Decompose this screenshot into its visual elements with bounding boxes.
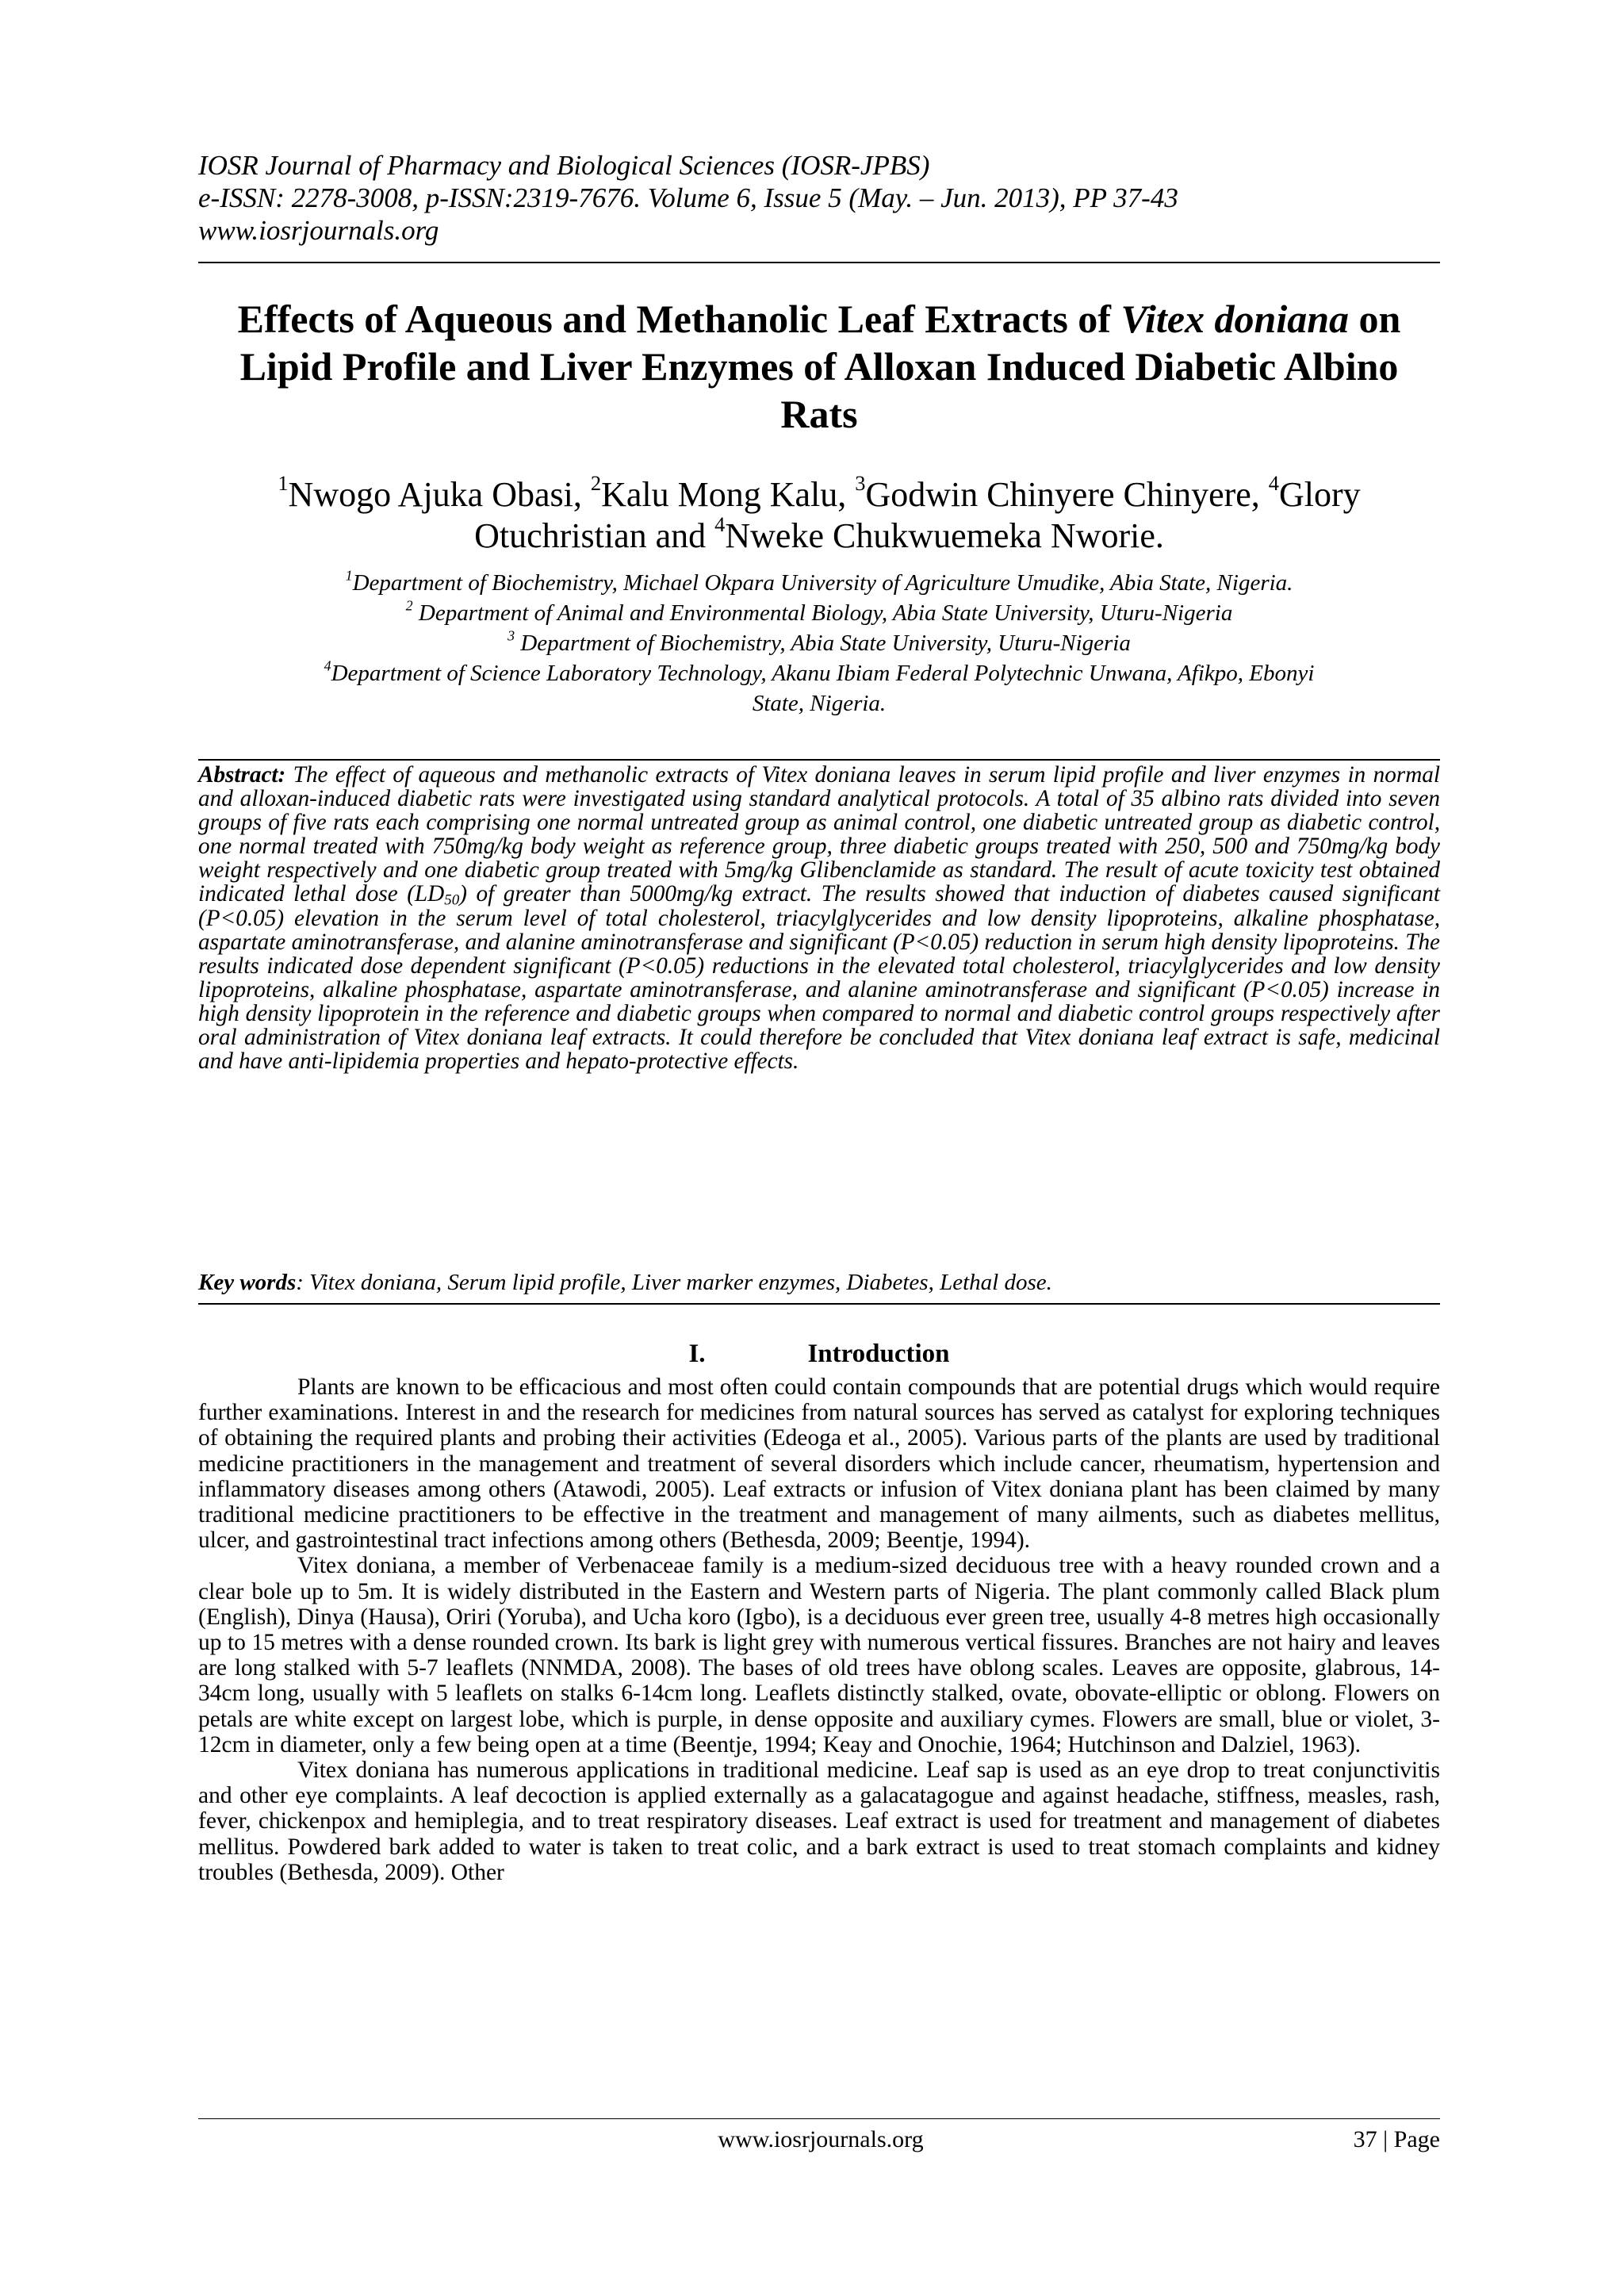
journal-website: www.iosrjournals.org [198, 215, 439, 246]
paper-title [198, 295, 1440, 438]
abstract-top-rule [198, 759, 1440, 761]
section-heading [198, 1339, 1440, 1369]
affiliation-text: Department of Science Laboratory Technology, Akanu Ibiam Federal Polytechnic Unwana, Afikpo, Ebonyi [331, 661, 1315, 686]
affiliation-sup: 4 [324, 657, 331, 674]
footer-website: www.iosrjournals.org [718, 2126, 924, 2152]
title-part-2: on Lipid Profile and Liver Enzymes of Alloxan Induced Diabetic Albino Rats [239, 297, 1401, 436]
paragraph: Vitex doniana, a member of Verbenaceae family is a medium-sized deciduous tree with a heavy rounded crown and a clear bole up to 5m. It is widely distributed in the Eastern and Western parts of Nigeria. The plant commonly called Black plum (English), Dinya (Hausa), Oriri (Yoruba), and Ucha koro (Igbo), is a deciduous ever green tree, usually 4-8 metres high occasionally up to 15 metres with a dense rounded crown. Its bark is light grey with numerous vertical fissures. Branches are not hairy and leaves are long stalked with 5-7 leaflets (NNMDA, 2008). The bases of old trees have oblong scales. Leaves are opposite, glabrous, 14-34cm long, usually with 5 leaflets on stalks 6-14cm long. Leaflets distinctly stalked, ovate, obovate-elliptic or oblong. Flowers on petals are white except on largest lobe, which is purple, in dense opposite and auxiliary cymes. Flowers are small, blue or violet, 3-12cm in diameter, only a few being open at a time (Beentje, 1994; Keay and Onochie, 1964; Hutchinson and Dalziel, 1963). [198, 1553, 1440, 1757]
abstract [198, 763, 1440, 1073]
affiliation [198, 568, 1440, 598]
paragraph: Vitex doniana has numerous applications in traditional medicine. Leaf sap is used as an eye drop to treat conjunctivitis and other eye complaints. A leaf decoction is applied externally as a galacatagogue and against headache, stiffness, measles, rash, fever, chickenpox and hemiplegia, and to treat respiratory diseases. Leaf extract is used for treatment and management of diabetes mellitus. Powdered bark added to water is taken to treat colic, and a bark extract is used to treat stomach complaints and kidney troubles (Bethesda, 2009). Other [198, 1757, 1440, 1885]
journal-name: IOSR Journal of Pharmacy and Biological Sciences (IOSR-JPBS) [198, 150, 930, 181]
keywords [198, 1271, 1440, 1294]
affiliation [198, 658, 1440, 688]
affiliation-sup: 3 [508, 627, 515, 644]
abstract-text: The effect of aqueous and methanolic extracts of Vitex doniana leaves in serum lipid profile and liver enzymes in normal and alloxan-induced diabetic rats were investigated using standard analytical protocols. A total of 35 albino rats divided into seven groups of five rats each comprising one normal untreated group as animal control, one diabetic untreated group as diabetic control, one normal treated with 750mg/kg body weight as reference group, three diabetic groups treated with 250, 500 and 750mg/kg body weight respectively and one diabetic group treated with 5mg/kg Glibenclamide as standard. The result of acute toxicity test obtained indicated lethal dose (LD [198, 762, 1440, 907]
title-species: Vitex doniana [1120, 297, 1350, 341]
issn-line: e-ISSN: 2278-3008, p-ISSN:2319-7676. Volume 6, Issue 5 (May. – Jun. 2013), PP 37-43 [198, 182, 1178, 213]
author-sup: 4 [714, 512, 726, 537]
paragraph: Plants are known to be efficacious and most often could contain compounds that are potential drugs which would require further examinations. Interest in and the research for medicines from natural sources has served as catalyst for exploring techniques of obtaining the required plants and probing their activities (Edeoga et al., 2005). Various parts of the plants are used by traditional medicine practitioners in the management and treatment of several disorders which include cancer, rheumatism, hypertension and inflammatory diseases among others (Atawodi, 2005). Leaf extracts or infusion of Vitex doniana plant has been claimed by many traditional medicine practitioners to be effective in the treatment and management of many ailments, such as diabetes mellitus, ulcer, and gastrointestinal tract infections among others (Bethesda, 2009; Beentje, 1994). [198, 1374, 1440, 1554]
affiliation-text: Department of Biochemistry, Abia State University, Uturu-Nigeria [515, 631, 1131, 656]
affiliation-text: State, Nigeria. [752, 691, 887, 716]
page-number: 37 | Page [1353, 2126, 1440, 2152]
author-name: Nweke Chukwuemeka Nworie. [725, 516, 1164, 555]
author-sup: 2 [590, 471, 602, 496]
author-name: Godwin Chinyere Chinyere, [865, 475, 1269, 514]
author-name: Kalu Mong Kalu, [601, 475, 856, 514]
keywords-text: : Vitex doniana, Serum lipid profile, Liver marker enzymes, Diabetes, Lethal dose. [296, 1270, 1052, 1295]
author-name: Nwogo Ajuka Obasi, [288, 475, 591, 514]
affiliation-text: Department of Biochemistry, Michael Okpara University of Agriculture Umudike, Abia State, Nigeria. [352, 570, 1293, 596]
affiliation-sup: 2 [405, 597, 413, 614]
ld-subscript: 50 [444, 892, 460, 910]
author-list [198, 471, 1440, 557]
section-title: Introduction [807, 1340, 950, 1368]
footer-rule [198, 2118, 1440, 2119]
affiliation [198, 598, 1440, 628]
section-number: I. [688, 1340, 706, 1368]
abstract-text-continued: ) of greater than 5000mg/kg extract. The results showed that induction of diabetes caused significant (P<0.05) elevation in the serum level of total cholesterol, triacylglycerides and low density lipoproteins, alkaline phosphatase, aspartate aminotransferase, and alanine aminotransferase and significant (P<0.05) reduction in serum high density lipoproteins. The results indicated dose dependent significant (P<0.05) reductions in the elevated total cholesterol, triacylglycerides and low density lipoproteins, alkaline phosphatase, aspartate aminotransferase, and alanine aminotransferase and significant (P<0.05) increase in high density lipoprotein in the reference and diabetic groups when compared to normal and diabetic control groups respectively after oral administration of Vitex doniana leaf extracts. It could therefore be concluded that Vitex doniana leaf extract is safe, medicinal and have anti-lipidemia properties and hepato-protective effects. [198, 881, 1440, 1075]
keywords-label: Key words [198, 1270, 297, 1295]
author-sup: 3 [855, 471, 866, 496]
body-text [198, 1374, 1440, 1885]
author-name: Glory Otuchristian and [474, 475, 1361, 555]
author-sup: 1 [278, 471, 289, 496]
header-rule [198, 262, 1440, 263]
affiliation-text: Department of Animal and Environmental Biology, Abia State University, Uturu-Nigeria [412, 600, 1233, 626]
affiliation-sup: 1 [345, 567, 353, 584]
abstract-bottom-rule [198, 1303, 1440, 1305]
abstract-label: Abstract: [198, 762, 286, 788]
affiliation [198, 688, 1440, 719]
affiliation [198, 628, 1440, 658]
journal-header [198, 149, 1439, 247]
title-part-1: Effects of Aqueous and Methanolic Leaf Extracts of [237, 297, 1121, 341]
affiliation-list [198, 568, 1440, 719]
author-sup: 4 [1268, 471, 1279, 496]
